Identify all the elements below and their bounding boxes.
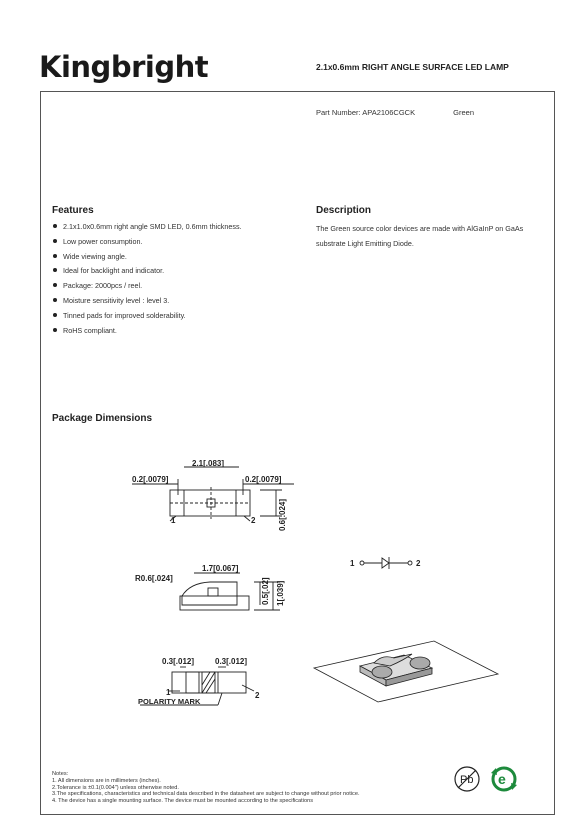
note-line: 2.Tolerance is ±0.1(0.004") unless otherwise noted. xyxy=(52,784,179,791)
brand-logo: Kingbright xyxy=(39,50,209,84)
notes-block xyxy=(52,771,360,805)
description-text: The Green source color devices are made with AlGaInP on GaAs substrate Light Emitting Diode. xyxy=(316,224,524,248)
dim-left-pad: 0.2[.0079] xyxy=(132,475,169,484)
dim-lens-height: 0.5[.02] xyxy=(261,577,270,605)
part-number: Part Number: APA2106CGCK xyxy=(316,108,416,117)
note-line: 3.The specifications, characteristics and technical data described in the datasheet are subject to change without prior notice. xyxy=(52,791,360,798)
features-list xyxy=(52,221,242,339)
bottom-pin2-label: 2 xyxy=(255,691,260,700)
pin2-label: 2 xyxy=(251,516,256,525)
bottom-pin1-label: 1 xyxy=(166,688,171,697)
part-color: Green xyxy=(453,108,475,117)
feature-item: Moisture sensitivity level : level 3. xyxy=(52,295,242,310)
dim-total-height: 1[.039] xyxy=(276,580,285,606)
lead-free-icon xyxy=(453,765,481,793)
part-number-row xyxy=(316,108,474,117)
symbol-pin2: 2 xyxy=(416,559,421,568)
package-heading: Package Dimensions xyxy=(52,413,153,424)
dim-pad2: 0.3[.012] xyxy=(215,657,248,666)
feature-item: Tinned pads for improved solderability. xyxy=(52,310,242,325)
package-dimensions-drawing xyxy=(120,455,310,715)
symbol-pin1: 1 xyxy=(350,559,355,568)
dim-height: 0.6[.024] xyxy=(278,498,287,531)
description-heading: Description xyxy=(316,205,372,216)
eco-recycle-icon xyxy=(487,764,521,794)
feature-item: 2.1x1.0x0.6mm right angle SMD LED, 0.6mm thickness. xyxy=(52,221,242,236)
feature-item: Wide viewing angle. xyxy=(52,251,242,266)
note-line: 4. The device has a single mounting surface. The device must be mounted according to the specifications xyxy=(52,798,313,805)
notes-heading: Notes: xyxy=(52,771,69,777)
features-heading: Features xyxy=(52,205,94,216)
eco-text: e xyxy=(498,771,506,787)
feature-item: Ideal for backlight and indicator. xyxy=(52,265,242,280)
document-title: 2.1x0.6mm RIGHT ANGLE SURFACE LED LAMP xyxy=(316,62,509,72)
polarity-mark-label: POLARITY MARK xyxy=(138,697,201,706)
feature-item: RoHS compliant. xyxy=(52,325,242,340)
led-isometric-illustration xyxy=(312,636,502,706)
feature-item: Low power consumption. xyxy=(52,236,242,251)
dim-pad1: 0.3[.012] xyxy=(162,657,195,666)
dim-lens-width: 1.7[0.067] xyxy=(202,564,239,573)
dim-top-width: 2.1[.083] xyxy=(192,459,225,468)
note-line: 1. All dimensions are in millimeters (inches). xyxy=(52,777,161,784)
pb-text: Pb xyxy=(460,774,474,786)
dim-radius: R0.6[.024] xyxy=(135,574,173,583)
pin1-label: 1 xyxy=(171,516,176,525)
diode-symbol xyxy=(345,552,435,572)
feature-item: Package: 2000pcs / reel. xyxy=(52,280,242,295)
dim-right-pad: 0.2[.0079] xyxy=(245,475,282,484)
